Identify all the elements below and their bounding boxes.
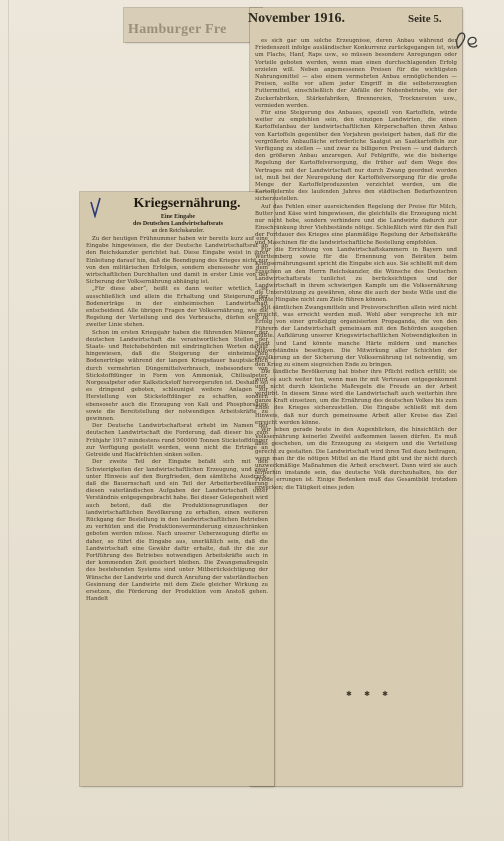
left-paragraph: Zu der heutigen Frühnummer haben wir bereits kurz auf eine Eingabe hingewiesen, die der Deutsche Landwirtschaftsrat an den Reichskanzler gerichtet hat. Diese Eingabe weist in ihrer Einleitung darauf hin, daß die Beendigung des Krieges nicht nur von den militärischen Erfolgen, sondern ebensosehr von dem wirtschaftlichen Durchhalten und damit in erster Linie von der Sicherung der Volksernährung abhängig ist. [86, 236, 268, 286]
article-headline: Kriegsernährung. [133, 196, 241, 211]
right-paragraph: Für die Errichtung von Landwirtschaftskammern in Bayern und Württemberg sowie für die Ernennung von Beiräten beim Kriegsernährungsamt spricht die Eingabe sich aus. Sie schließt mit dem Ersuchen an den Herrn Reichskanzler, die Wünsche des Deutschen Landwirtschaftsrats tunlichst zu berücksichtigen und der Landwirtschaft in ihrem schwierigen Kampfe um die Volksernährung die Unterstützung zu gewähren, ohne die auch der beste Wille und die größte Hingabe nicht zum Ziele führen können. [255, 246, 457, 304]
right-paragraph: Für eine Steigerung des Anbaues, speziell von Kartoffeln, würde weiter zu empfehlen sein, den einzigen Landwirten, die einen Kartoffelanbau der landwirtschaftlichen Körperschaften ihren Anbau von Kartoffeln gegenüber den Vorjahren gesteigert haben, daß für die vergrößerte Anbaufläche erforderliche Saatgut an Saatkartoffeln zur Verfügung zu stellen — und zwar zu billigeren Preisen — und dadurch den größeren Anbau anzuregen. Auf Fehlgriffe, wie die bisherige Regelung der Kartoffelversorgung, die früher auf dem Wege des Vertrages mit der Landwirtschaft nur durch Zwang geordnet worden ist, muß bei der Neuregelung der Kartoffelversorgung für die große Menge der Kartoffelproduzenten verzichtet werden, um die Kartoffelernte des laufenden Jahres den städtischen Bedarfszentren sicherzustellen. [255, 110, 457, 203]
right-paragraph: Mit sämtlichen Zwangsmitteln und Preisvorschriften allein wird nicht erreicht, was erreicht werden muß. Wohl aber verspreche ich mir Erfolg von einer großzügig organisierten Propaganda, die von den Führern der Landwirtschaft gemeinsam mit den Behörden ausgehen müßte. Aufklärung unserer Kriegswirtschaftlichen Notwendigkeiten in Stadt und Land könnte manche Härte mildern und manches Mißverständnis beseitigen. Die Mitwirkung aller Schichten der Bevölkerung an der Sicherung der Volksernährung ist notwendig, um den Krieg zu einem siegreichen Ende zu bringen. [255, 304, 457, 369]
left-paragraph: Schon im ersten Kriegsjahr haben die führenden Männer der deutschen Landwirtschaft die verantwortlichen Stellen der Staats- und Reichsbehörden mit eindringlichen Worten darauf hingewiesen, daß die Steigerung der einheimischen Bodenerträge während der langen Kriegsdauer hauptsächlich durch vermehrten Düngemittelverbrauch, insbesondere von Stickstoffdünger in Form von Ammoniak, Chilisalpeter, Norgesalpeter oder Kalkstickstoff hervorgerufen ist. Deshalb sei es dringend geboten, schleunigst weitere Anlagen zur Herstellung von Stickstoffdünger zu schaffen, sondern ebensosehr auch die Erzeugung von Kali und Phosphorsäure sowie die Bereitstellung der notwendigen Arbeitskräfte zu gewinnen. [86, 329, 268, 423]
issue-date: November 1916. [248, 11, 345, 26]
left-article-column [86, 236, 268, 782]
subhead-line-3: an den Reichskanzler. [151, 228, 205, 234]
article-subheadline [88, 214, 268, 235]
right-article-column [255, 38, 457, 782]
left-paragraph: „Für diese aber“, heißt es dann weiter wörtlich, „ist ausschließlich und allein die Erhaltung und Steigerung der Bodenerträge in der einheimischen Landwirtschaft entscheidend. Alle übrigen Fragen der Volksernährung, wie die Regelung der Verteilung und des Verbrauchs, dürfen erst in zweiter Linie stehen. [86, 286, 268, 329]
scan-edge [8, 0, 9, 841]
right-paragraph: Wir leben gerade heute in den Augenblicken, die hinsichtlich der Volksernährung keinerlei Zweifel aufkommen lassen dürfen. Es muß alles geschehen, um die Erzeugung zu steigern und die Verteilung gerecht zu gestalten. Die Landwirtschaft wird ihren Teil dazu beitragen, wenn man ihr die nötigen Mittel an die Hand gibt und ihr nicht durch unzweckmäßige Maßnahmen die Arbeit erschwert. Dann wird sie auch fernerhin imstande sein, das deutsche Volk durchzuhalten, bis der Friede errungen ist. Einige Bedenken muß das Gesamtbild trotzdem erwecken; die Tätigkeit eines jeden [255, 426, 457, 491]
right-paragraph: Die ländliche Bevölkerung hat bisher ihre Pflicht redlich erfüllt; sie wird es auch weiter tun, wenn man ihr mit Vertrauen entgegenkommt und nicht durch kleinliche Maßregeln die Freude an der Arbeit verdirbt. In diesem Sinne wird die Landwirtschaft auch weiterhin ihre ganze Kraft einsetzen, um die Ernährung des deutschen Volkes bis zum Ende des Krieges sicherzustellen. Die Eingabe schließt mit dem Hinweis, daß nur durch gemeinsame Arbeit aller Kreise das Ziel erreicht werden könne. [255, 369, 457, 426]
subhead-line-2: des Deutschen Landwirtschaftsrats [133, 221, 223, 227]
section-divider-stars: ✱ ✱ ✱ [346, 690, 394, 698]
right-paragraph: Auf das Fehlen einer ausreichenden Regelung der Preise für Milch, Butter und Käse wird hingewiesen, die gleichfalls die Erzeugung nicht nur nicht hebe, sondern verhindere und die Landwirte dadurch zur Einschränkung ihrer Viehbestände nötige. Schließlich wird für den Fall der Fortdauer des Krieges eine planmäßige Regelung der Arbeitskräfte und Maschinen für die landwirtschaftliche Bestellung empfohlen. [255, 203, 457, 246]
subhead-line-1: Eine Eingabe [160, 214, 196, 220]
left-paragraph: Der zweite Teil der Eingabe befaßt sich mit den Schwierigkeiten der landwirtschaftlichen Erzeugung, und zwar unter Hinweis auf den Burgfrieden, dem sämtliche Ausdruck, daß die Bauernschaft und ein Teil der Arbeiterbevölkerung diesen vaterländischen Aufgaben der Landwirtschaft unter Verständnis entgegengebracht habe. Bei dieser Gelegenheit wird auch betont, daß die Produktionsgrundlagen der landwirtschaftlichen Bevölkerung zu erhalten, einen weiteren Rückgang der Bestellung in den landwirtschaftlichen Betrieben zu verhüten und die Produktionsverminderung einzuschränken geboten werden müsse. Nach unserer Ueberzeugung dürfte es daher, so führt die Eingabe aus, unerläßlich sein, daß die Landwirtschaft eine Gewähr dafür erhalte, daß ihr die zur Fortführung des Betriebes notwendigen Arbeitskräfte auch in der kommenden Zeit gesichert bleiben. Die Zwangsmaßregeln des bestehenden Systems sind unter Mitberücksichtigung der Wünsche der Landwirte und durch Anrufung der vaterländischen Gesinnung der Landwirte mit dem Ziele gleicher Wirkung zu ersetzen, die Förderung der Produktion vom Anstoß gehen. Handelt [86, 459, 268, 603]
newspaper-masthead: Hamburger Fre [128, 22, 227, 37]
left-paragraph: Der Deutsche Landwirtschaftsrat erhebt im Namen der deutschen Landwirtschaft die Forderung, daß dieser bis zum Frühjahr 1917 mindestens rund 500000 Tonnen Stickstoffdünger zur Verfügung gestellt werden, wenn nicht die Erträge an Getreide und Hackfrüchten sinken sollen. [86, 423, 268, 459]
page-number: Seite 5. [408, 13, 442, 25]
right-paragraph: es sich gar um solche Erzeugnisse, deren Anbau während der Friedenszeit infolge ausländischer Konkurrenz zurückgegangen ist, wie um Flachs, Hanf, Raps usw., so müssen besondere Anregungen oder Vorteile geboten werden, wenn man einen durchschlagenden Erfolg erzielen will. Neben angemessenen Preisen für die wichtigsten Nahrungsmittel — also einem vermehrten Anbau ermöglichenden — Preisen, sollte vor allem jeder Eingriff in die selbsterzeugten Futtermittel, einschließlich der Abfälle der Nebenbetriebe, wie der Zuckerfabriken, Stärkefabriken, Brennereien, Trocknereien usw., vermieden werden. [255, 38, 457, 109]
